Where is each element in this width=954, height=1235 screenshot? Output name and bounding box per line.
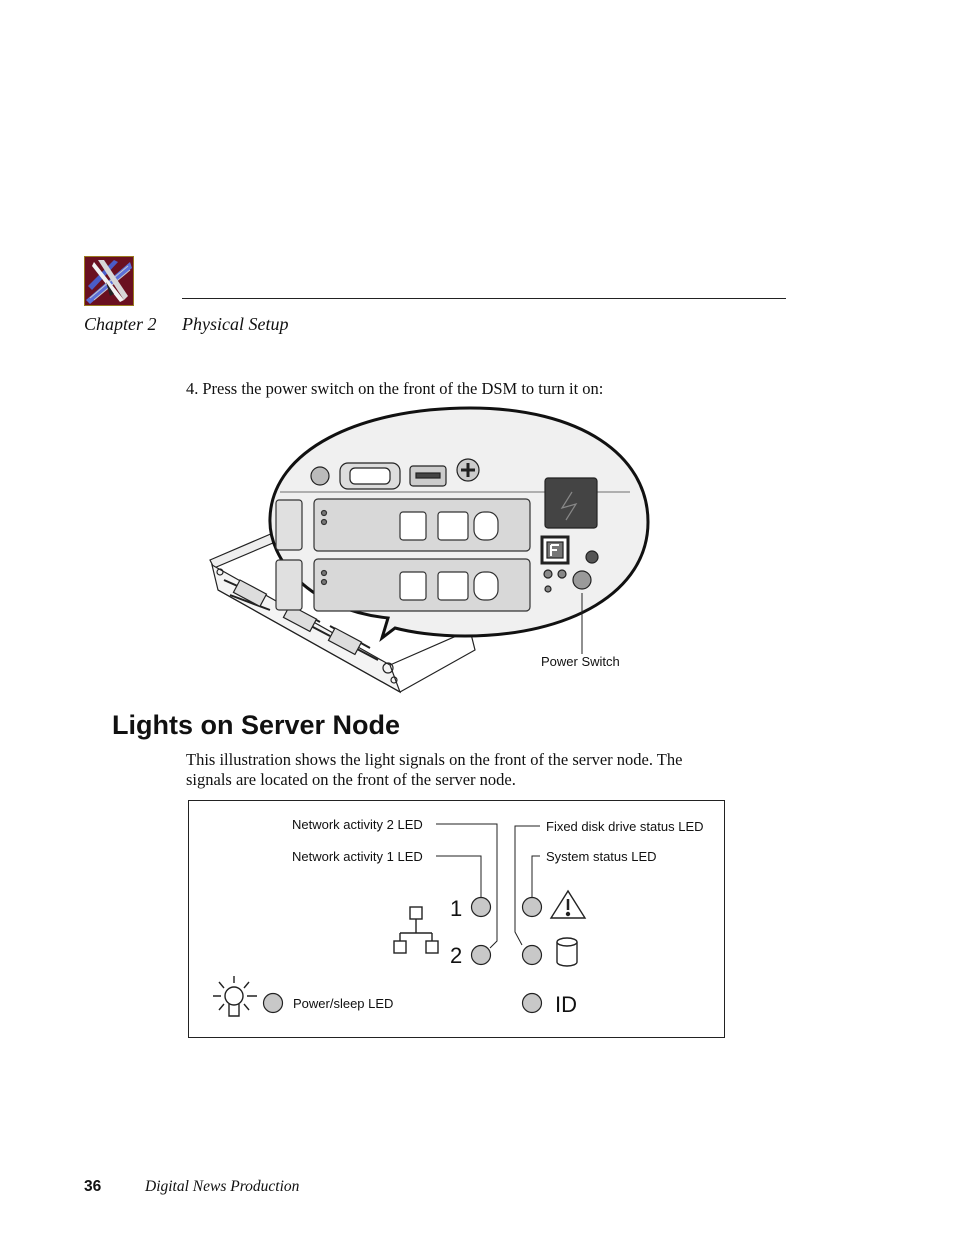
id-label: ID bbox=[555, 992, 577, 1017]
system-status-label: System status LED bbox=[546, 849, 657, 864]
fixed-disk-label: Fixed disk drive status LED bbox=[546, 819, 704, 834]
dsm-front-panel-illustration bbox=[200, 400, 660, 700]
disk-drive-icon bbox=[557, 938, 577, 966]
book-title: Digital News Production bbox=[145, 1178, 300, 1195]
chapter-number: Chapter 2 bbox=[84, 314, 157, 334]
server-node-led-diagram bbox=[188, 800, 725, 1038]
power-sleep-label: Power/sleep LED bbox=[293, 996, 394, 1011]
network-activity-2-led bbox=[472, 946, 491, 965]
network-activity-1-label: Network activity 1 LED bbox=[292, 849, 423, 864]
page-number: 36 bbox=[84, 1178, 102, 1195]
network-activity-2-label: Network activity 2 LED bbox=[292, 817, 423, 832]
intro-paragraph: This illustration shows the light signals on the front of the server node. The signals are located on the front of the server node. bbox=[186, 750, 683, 789]
chapter-title: Physical Setup bbox=[182, 314, 289, 334]
digit-2: 2 bbox=[450, 943, 463, 968]
step-text: Press the power switch on the front of the DSM to turn it on: bbox=[202, 379, 604, 398]
network-activity-1-led bbox=[472, 898, 491, 917]
id-led bbox=[523, 994, 542, 1013]
step-number: 4. bbox=[186, 379, 199, 398]
power-switch-callout: Power Switch bbox=[541, 654, 620, 669]
section-heading: Lights on Server Node bbox=[112, 710, 401, 740]
digit-1: 1 bbox=[450, 896, 463, 921]
power-sleep-led bbox=[264, 994, 283, 1013]
header-rule bbox=[182, 298, 786, 299]
step-4 bbox=[186, 379, 603, 399]
product-logo-icon bbox=[84, 256, 134, 306]
system-status-led bbox=[523, 898, 542, 917]
fixed-disk-led bbox=[523, 946, 542, 965]
power-switch-button bbox=[573, 571, 591, 589]
